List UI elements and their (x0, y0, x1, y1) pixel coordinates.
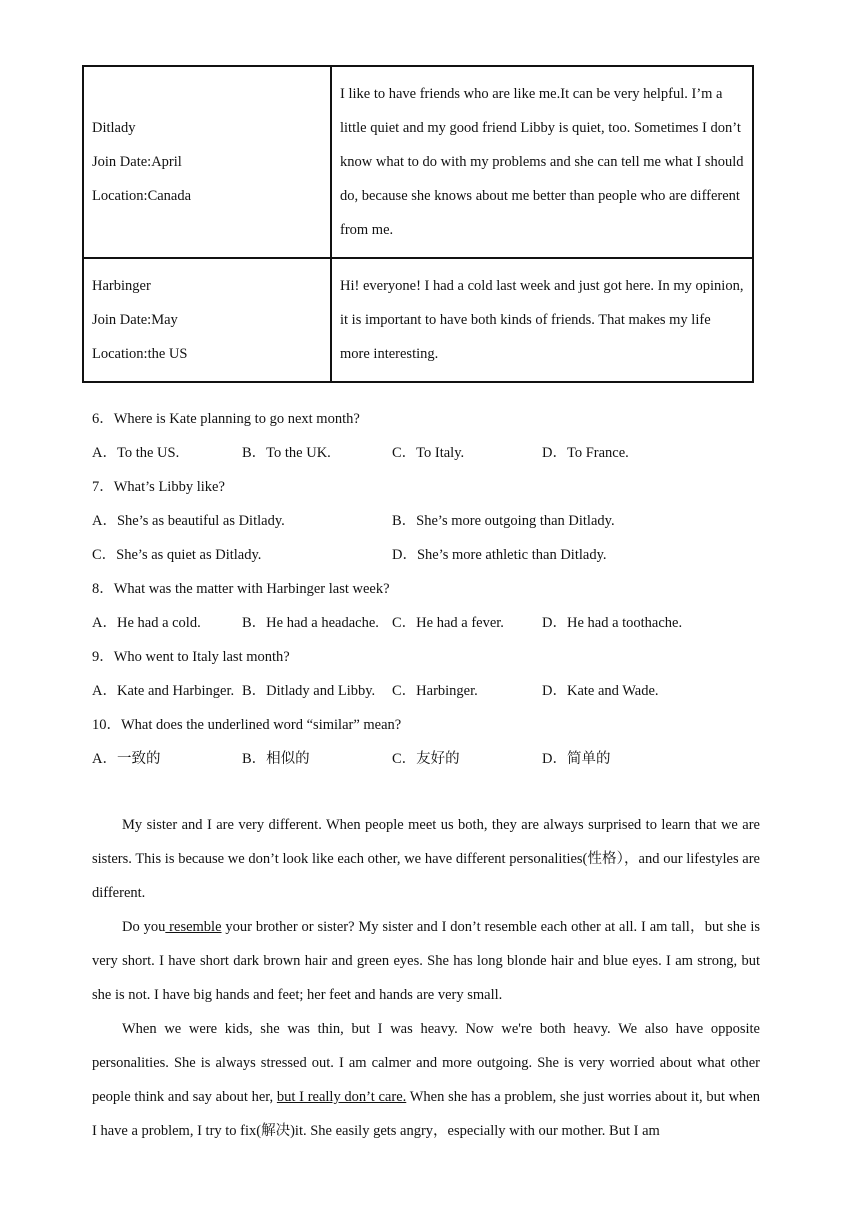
forum-table (82, 65, 754, 383)
user-name: Ditlady (92, 120, 136, 136)
underlined-word: resemble (165, 919, 222, 935)
question-stem: 10．What does the underlined word “similar” mean? (92, 717, 402, 733)
option-row (92, 538, 772, 572)
option-c: C．Harbinger. (392, 683, 478, 699)
option-a: A．To the US. (92, 445, 180, 461)
question-stem: 9．Who went to Italy last month? (92, 649, 290, 665)
option-a: A．He had a cold. (92, 615, 201, 631)
option-b: B．He had a headache. (242, 615, 379, 631)
reading-passage (92, 808, 760, 1148)
option-a: A．She’s as beautiful as Ditlady. (92, 513, 285, 529)
user-name: Harbinger (92, 278, 151, 294)
user-cell (83, 66, 331, 258)
location: Location:the US (92, 346, 188, 362)
paragraph-text: When we were kids, she was thin, but I was heavy. Now we're both heavy. We also have opposite personalities. She is always stressed out. I am calmer and more outgoing. She is very worried about what other people think and say about her, (92, 1021, 760, 1105)
option-b: B．She’s more outgoing than Ditlady. (392, 513, 615, 529)
join-date: Join Date:May (92, 312, 178, 328)
option-a: A．一致的 (92, 751, 161, 767)
option-c: C．友好的 (392, 751, 460, 767)
option-b: B．相似的 (242, 751, 310, 767)
question-stem: 7．What’s Libby like? (92, 479, 225, 495)
option-a: A．Kate and Harbinger. (92, 683, 235, 699)
question-stem: 6．Where is Kate planning to go next month? (92, 411, 360, 427)
underlined-sentence: but I really don’t care. (276, 1089, 407, 1105)
paragraph-text: your brother or sister? My sister and I don’t resemble each other at all. I am tall，but she is very short. I have short dark brown hair and green eyes. She has long blonde hair and blue eyes. I am strong, but she is not. I have big hands and feet; her feet and hands are very small. (92, 919, 760, 1003)
paragraph (92, 910, 760, 1012)
option-d: D．Kate and Wade. (542, 683, 659, 699)
option-c: C．She’s as quiet as Ditlady. (92, 547, 262, 563)
paragraph: My sister and I are very different. When people meet us both, they are always surprised to learn that we are sisters. This is because we don’t look like each other, we have different personalities(性格），and our lifestyles are different. (92, 817, 760, 901)
option-row (92, 742, 772, 776)
option-row (92, 606, 772, 640)
paragraph-text: When she has a problem, she just worries about it, but when I have a problem, I try to fix(解决)it. She easily gets angry，especially with our mother. But I am (92, 1089, 760, 1139)
option-row (92, 674, 772, 708)
paragraph-text: Do you (122, 919, 166, 935)
paragraph (92, 1012, 760, 1148)
option-d: D．He had a toothache. (542, 615, 683, 631)
questions-section (92, 402, 772, 776)
user-cell (83, 258, 331, 382)
table-row (83, 258, 753, 382)
option-c: C．He had a fever. (392, 615, 504, 631)
option-b: B．To the UK. (242, 445, 331, 461)
option-d: D．She’s more athletic than Ditlady. (392, 547, 607, 563)
option-d: D．简单的 (542, 751, 611, 767)
join-date: Join Date:April (92, 154, 182, 170)
table-row (83, 66, 753, 258)
option-b: B．Ditlady and Libby. (242, 683, 376, 699)
post-cell: Hi! everyone! I had a cold last week and just got here. In my opinion, it is important to have both kinds of friends. That makes my life more interesting. (331, 258, 753, 382)
location: Location:Canada (92, 188, 192, 204)
question-stem: 8．What was the matter with Harbinger last week? (92, 581, 390, 597)
post-cell: I like to have friends who are like me.It can be very helpful. I’m a little quiet and my good friend Libby is quiet, too. Sometimes I don’t know what to do with my problems and she can tell me what I should do, because she knows about me better than people who are different from me. (331, 66, 753, 258)
option-d: D．To France. (542, 445, 629, 461)
option-c: C．To Italy. (392, 445, 465, 461)
option-row (92, 504, 772, 538)
option-row (92, 436, 772, 470)
